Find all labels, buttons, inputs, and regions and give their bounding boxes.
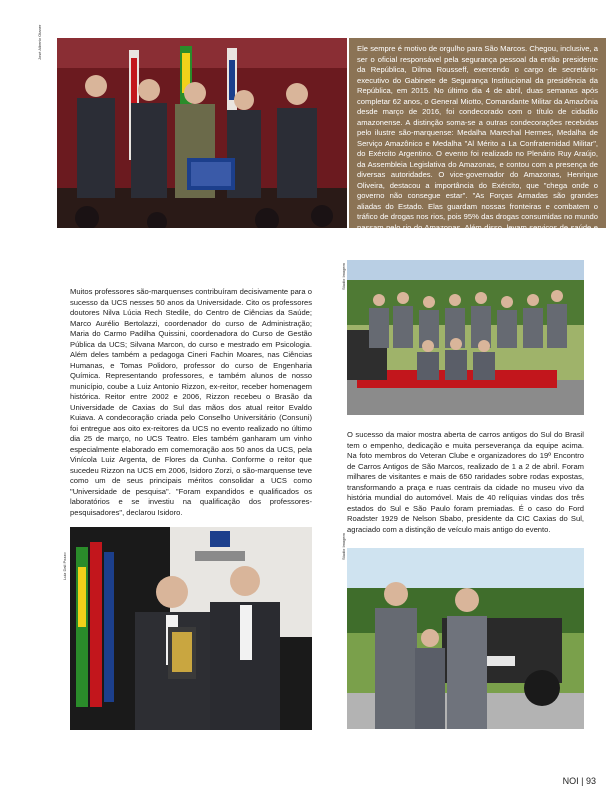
page-number: 93 [585,776,596,786]
photo-classic-car [347,548,584,729]
photo-award [70,527,312,730]
top-caption-text: Ele sempre é motivo de orgulho para São Marcos. Chegou, inclusive, a ser o oficial responsável pela segurança pessoal da então presidente da República, Dilma Rousseff, exercendo o cargo de secretário-executivo do Gabinete de Segurança Institucional da presidência da República, em 2015. No último dia 4 de abril, duas semanas após completar 62 anos, o General Miotto, Comandante Militar da Amazônia desde março de 2016, foi condecorado com o título de cidadão amazonense. A distinção soma-se a outras condecorações recebidas pelo ilustre são-marquense: Medalha Marechal Hermes, Medalha de Serviço Amazônico e Medalha "Al Mérito a La Confraternidad Militar", do Exército Argentino. O evento foi realizado no Plenário Ruy Araújo, da Assembleia Legislativa do Amazonas, e contou com a presença de diversas autoridades. O vice-governador do Amazonas, Henrique Oliveira, destacou a importância do Exército, que "chega onde o governo não consegue estar". "As Forças Armadas são grandes aliadas do Estado. Elas guardam nossas fronteiras e combatem o tráfico de drogas nos rios, pois 95% das drogas consumidas no mundo passam pelo rio do Amazonas. Além disso, levam serviços de saúde e humanitário para as populações mais afastadas", declarou. [357,44,598,242]
top-caption-box [349,38,606,242]
photo-credit-left-bottom: Luiz Dall Pozzo [62,552,67,580]
right-article: O sucesso da maior mostra aberta de carros antigos do Sul do Brasil tem o empenho, dedicação e muita perseverança da equipe acima. Na foto membros do Veteran Clube e organizadores do 19º Encontro de Carros Antigos de São Marcos, realizado de 1 a 2 de abril. Foram milhares de visitantes e mais de 650 raridades sobre rodas expostas, transformando a praça e ruas centrais da cidade no museu vivo da história mundial do automóvel. Mais de 40 relíquias vindas dos três estados do Sul e São Paulo foram premiadas. É o caso do Ford Roadster 1929 de Nelson Sbabo, presidente da CIC Caxias do Sul, agraciado com a distinção de veículo mais antigo do evento. [347,430,584,534]
left-article: Muitos professores são-marquenses contribuíram decisivamente para o sucesso da UCS nesses 50 anos da Universidade. Cito os professores doutores Nilva Lúcia Rech Stedile, do Centro de Ciências da Saúde; Marco Aurélio Bertolazzi, coordenador do curso de Administração; Maria do Carmo Padilha Quissini, coordenadora do Curso de Gestão Pública da UCS; Silvana Marcon, do curso e mestrado em Psicologia. Além deles também a pedagoga Cineri Fachin Moares, nas Ciências Humanas, e Tomas Polidoro, professor do curso de Engenharia Química. Representando professores, e também alunos de nosso município, coube a Luiz Antonio Rizzon, ex-reitor, receber homenagem histórica. Reitor entre 2002 e 2006, Rizzon recebeu o Brasão da Universidade de Caxias do Sul das mãos dos atual reitor Evaldo Kuiava. A condecoração criada pelo Conselho Universitário (Consuni) foi entregue aos oito ex-reitores da UCS no evento realizado no último dia 25 de março, no UCS Teatro. Eles também ganharam um vinho especialmente elaborado em comemoração aos 50 anos da UCS, pela Vinícola Luiz Argenta, de Flores da Cunha. Conforme o reitor que sucedeu Rizzon na UCS em 2006, Isidoro Zorzi, o são-marquense teve como um de seus principais méritos consolidar a UCS como "Universidade de pesquisa". "Foram expandidos e qualificados os laboratórios e se investiu na qualificação dos professores-pesquisadores", declarou Isidoro. [70,287,312,517]
magazine-name: NOI [562,776,579,786]
photo-car-club [347,260,584,415]
footer-separator: | [581,776,584,786]
photo-credit-top: José Alberto Otaner [37,24,42,60]
photo-credit-right-mid: Studio Imagem [341,263,346,290]
photo-credit-right-bottom: Studio Imagem [341,533,346,560]
photo-ceremony [57,38,347,228]
page-footer [563,776,596,786]
